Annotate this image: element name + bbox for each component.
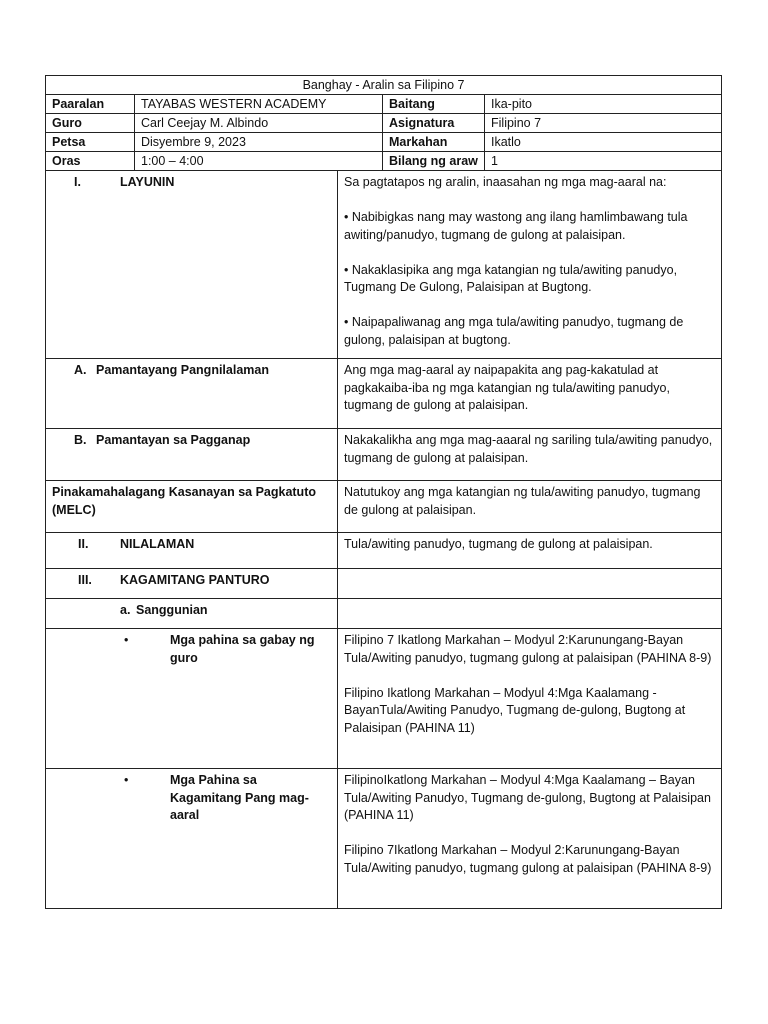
section-label-melc: Pinakamahalagang Kasanayan sa Pagkatuto (MELC) [46,481,338,533]
value-markahan: Ikatlo [485,133,722,152]
melc-text: Natutukoy ang mga katangian ng tula/awiting panudyo, tugmang de gulong at palaisipan. [338,481,722,533]
row-kagamitang-mag-aaral [46,769,722,909]
section-label-kagamitang-mag-aaral: Mga Pahina sa Kagamitang Pang mag-aaral [170,773,309,822]
document-title: Banghay - Aralin sa Filipino 7 [46,76,722,95]
bullet-icon: • [124,773,129,787]
value-petsa: Disyembre 9, 2023 [135,133,383,152]
label-asignatura: Asignatura [383,114,485,133]
pamantayang-pangnilalaman-text: Ang mga mag-aaral ay naipapakita ang pag-kakatulad at pagkakaiba-iba ng mga katangian ng tula/awiting panudyo, tugmang de gulong at palaisipan. [338,359,722,429]
layunin-intro: Sa pagtatapos ng aralin, inaasahan ng mga mag-aaral na: [344,175,667,189]
layunin-item: • Nabibigkas nang may wastong ang ilang hamlimbawang tula awiting/panudyo, tugmang de gulong at palaisipan. [344,210,688,242]
section-number: B. [74,433,87,447]
section-label-pamantayang-pangnilalaman: Pamantayang Pangnilalaman [96,363,269,377]
label-bilang-ng-araw: Bilang ng araw [383,152,485,171]
row-kagamitang-panturo [46,569,722,599]
kagamitang-panturo-text [338,569,722,599]
header-row-guro [46,114,722,133]
bullet-icon: • [124,633,129,647]
header-table [45,75,722,171]
reference-item: Filipino 7Ikatlong Markahan – Modyul 2:Karunungang-Bayan Tula/Awiting panudyo, tugmang gulong at palaisipan (PAHINA 8-9) [344,843,712,875]
header-row-petsa [46,133,722,152]
layunin-item: • Naipapaliwanag ang mga tula/awiting panudyo, tugmang de gulong, palaisipan at bugtong. [344,315,684,347]
value-asignatura: Filipino 7 [485,114,722,133]
section-number: II. [78,537,89,551]
value-paaralan: TAYABAS WESTERN ACADEMY [135,95,383,114]
reference-item: FilipinoIkatlong Markahan – Modyul 4:Mga Kaalamang – Bayan Tula/Awiting Panudyo, Tugmang de-gulong, Bugtong at Palaisipan (PAHINA 11) [344,773,711,822]
pamantayan-sa-pagganap-text: Nakakalikha ang mga mag-aaaral ng sariling tula/awiting panudyo, tugmang de gulong at palaisipan. [338,429,722,481]
lesson-body-table [45,170,722,909]
reference-item: Filipino Ikatlong Markahan – Modyul 4:Mga Kaalamang - BayanTula/Awiting Panudyo, Tugmang de-gulong, Bugtong at Palaisipan (PAHINA 11) [344,685,686,735]
section-label-gabay-guro: Mga pahina sa gabay ng guro [170,633,315,665]
header-row-paaralan [46,95,722,114]
row-layunin [46,171,722,359]
row-pamantayan-sa-pagganap [46,429,722,481]
section-label-nilalaman: NILALAMAN [120,537,195,551]
value-bilang-ng-araw: 1 [485,152,722,171]
lesson-plan-document [45,75,721,909]
section-number: a. [120,603,131,617]
sanggunian-text [338,599,722,629]
row-gabay-guro [46,629,722,769]
label-petsa: Petsa [46,133,135,152]
reference-item: Filipino 7 Ikatlong Markahan – Modyul 2:Karunungang-Bayan Tula/Awiting panudyo, tugmang gulong at palaisipan (PAHINA 8-9) [344,633,712,665]
value-guro: Carl Ceejay M. Albindo [135,114,383,133]
label-oras: Oras [46,152,135,171]
row-sanggunian [46,599,722,629]
label-guro: Guro [46,114,135,133]
label-markahan: Markahan [383,133,485,152]
section-number: A. [74,363,87,377]
value-baitang: Ika-pito [485,95,722,114]
section-number: III. [78,573,92,587]
section-label-sanggunian: Sanggunian [136,603,208,617]
label-paaralan: Paaralan [46,95,135,114]
section-label-pamantayan-sa-pagganap: Pamantayan sa Pagganap [96,433,251,447]
nilalaman-text: Tula/awiting panudyo, tugmang de gulong at palaisipan. [338,533,722,569]
row-nilalaman [46,533,722,569]
label-baitang: Baitang [383,95,485,114]
row-melc [46,481,722,533]
section-label-kagamitang-panturo: KAGAMITANG PANTURO [120,573,270,587]
section-label-layunin: LAYUNIN [120,175,175,189]
section-number: I. [74,175,81,189]
layunin-item: • Nakaklasipika ang mga katangian ng tula/awiting panudyo, Tugmang De Gulong, Palaisipan at Bugtong. [344,262,678,294]
value-oras: 1:00 – 4:00 [135,152,383,171]
row-pamantayang-pangnilalaman [46,359,722,429]
header-row-oras [46,152,722,171]
